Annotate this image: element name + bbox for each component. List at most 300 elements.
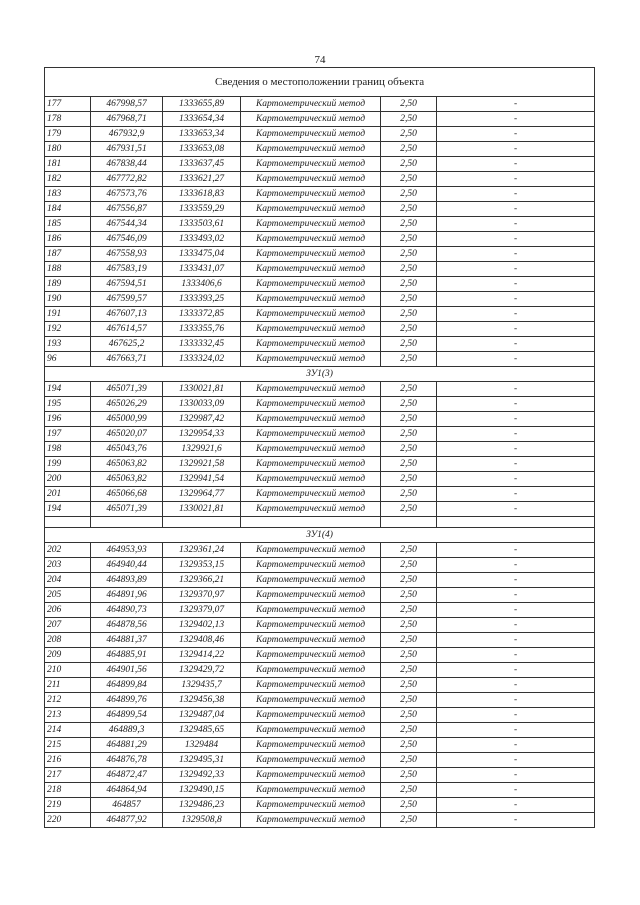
method: Картометрический метод	[241, 472, 381, 487]
coord-y: 1329485,65	[163, 723, 241, 738]
coord-y: 1329353,15	[163, 558, 241, 573]
table-row	[45, 457, 595, 472]
coord-y: 1329456,38	[163, 693, 241, 708]
accuracy: 2,50	[381, 558, 437, 573]
table-row	[45, 603, 595, 618]
coord-y: 1330021,81	[163, 502, 241, 517]
point-number: 179	[45, 127, 91, 142]
extra: -	[437, 633, 595, 648]
method: Картометрический метод	[241, 172, 381, 187]
extra: -	[437, 172, 595, 187]
accuracy: 2,50	[381, 543, 437, 558]
extra: -	[437, 573, 595, 588]
extra: -	[437, 768, 595, 783]
table-row	[45, 247, 595, 262]
method: Картометрический метод	[241, 307, 381, 322]
table-row	[45, 157, 595, 172]
table-row	[45, 798, 595, 813]
coord-y: 1330033,09	[163, 397, 241, 412]
method: Картометрический метод	[241, 202, 381, 217]
point-number: 182	[45, 172, 91, 187]
accuracy: 2,50	[381, 723, 437, 738]
table-row	[45, 442, 595, 457]
extra: -	[437, 262, 595, 277]
accuracy: 2,50	[381, 262, 437, 277]
accuracy: 2,50	[381, 142, 437, 157]
point-number: 217	[45, 768, 91, 783]
extra: -	[437, 457, 595, 472]
point-number: 212	[45, 693, 91, 708]
table-row	[45, 588, 595, 603]
table-row	[45, 382, 595, 397]
coord-y: 1329490,15	[163, 783, 241, 798]
point-number: 194	[45, 382, 91, 397]
coord-x: 467998,57	[91, 97, 163, 112]
coord-x: 464889,3	[91, 723, 163, 738]
table-row	[45, 738, 595, 753]
coord-y: 1333431,07	[163, 262, 241, 277]
boundary-table	[44, 67, 595, 828]
coord-x: 464899,84	[91, 678, 163, 693]
coord-y: 1329964,77	[163, 487, 241, 502]
coord-x: 464940,44	[91, 558, 163, 573]
coord-y: 1333559,29	[163, 202, 241, 217]
accuracy: 2,50	[381, 813, 437, 828]
accuracy: 2,50	[381, 412, 437, 427]
method: Картометрический метод	[241, 738, 381, 753]
coord-x: 465000,99	[91, 412, 163, 427]
blank-cell	[163, 517, 241, 528]
table-row	[45, 127, 595, 142]
coord-x: 467583,19	[91, 262, 163, 277]
table-row	[45, 663, 595, 678]
method: Картометрический метод	[241, 813, 381, 828]
coord-y: 1329495,31	[163, 753, 241, 768]
extra: -	[437, 738, 595, 753]
blank-row	[45, 517, 595, 528]
table-row	[45, 337, 595, 352]
table-row	[45, 693, 595, 708]
table-row	[45, 783, 595, 798]
coord-x: 464901,56	[91, 663, 163, 678]
method: Картометрический метод	[241, 427, 381, 442]
accuracy: 2,50	[381, 217, 437, 232]
method: Картометрический метод	[241, 633, 381, 648]
coord-x: 467772,82	[91, 172, 163, 187]
accuracy: 2,50	[381, 618, 437, 633]
accuracy: 2,50	[381, 502, 437, 517]
coord-x: 464885,91	[91, 648, 163, 663]
accuracy: 2,50	[381, 112, 437, 127]
point-number: 187	[45, 247, 91, 262]
table-row	[45, 292, 595, 307]
extra: -	[437, 202, 595, 217]
coord-y: 1330021,81	[163, 382, 241, 397]
extra: -	[437, 798, 595, 813]
extra: -	[437, 157, 595, 172]
coord-x: 467544,34	[91, 217, 163, 232]
coord-x: 467546,09	[91, 232, 163, 247]
coord-y: 1333653,34	[163, 127, 241, 142]
accuracy: 2,50	[381, 397, 437, 412]
method: Картометрический метод	[241, 337, 381, 352]
coord-y: 1333493,02	[163, 232, 241, 247]
method: Картометрический метод	[241, 157, 381, 172]
accuracy: 2,50	[381, 738, 437, 753]
coord-y: 1329435,7	[163, 678, 241, 693]
accuracy: 2,50	[381, 678, 437, 693]
accuracy: 2,50	[381, 442, 437, 457]
point-number: 205	[45, 588, 91, 603]
section-label: ЗУ1(4)	[45, 528, 595, 543]
table-row	[45, 633, 595, 648]
extra: -	[437, 442, 595, 457]
accuracy: 2,50	[381, 292, 437, 307]
extra: -	[437, 397, 595, 412]
extra: -	[437, 618, 595, 633]
point-number: 183	[45, 187, 91, 202]
table-row	[45, 502, 595, 517]
coord-x: 467599,57	[91, 292, 163, 307]
extra: -	[437, 708, 595, 723]
coord-y: 1333655,89	[163, 97, 241, 112]
extra: -	[437, 337, 595, 352]
coord-y: 1329402,13	[163, 618, 241, 633]
extra: -	[437, 232, 595, 247]
point-number: 207	[45, 618, 91, 633]
method: Картометрический метод	[241, 97, 381, 112]
coord-x: 464872,47	[91, 768, 163, 783]
accuracy: 2,50	[381, 172, 437, 187]
coord-y: 1329508,8	[163, 813, 241, 828]
accuracy: 2,50	[381, 352, 437, 367]
coord-x: 464899,76	[91, 693, 163, 708]
method: Картометрический метод	[241, 382, 381, 397]
table-row	[45, 472, 595, 487]
coord-x: 467838,44	[91, 157, 163, 172]
method: Картометрический метод	[241, 112, 381, 127]
extra: -	[437, 142, 595, 157]
point-number: 196	[45, 412, 91, 427]
point-number: 190	[45, 292, 91, 307]
extra: -	[437, 603, 595, 618]
method: Картометрический метод	[241, 648, 381, 663]
point-number: 219	[45, 798, 91, 813]
point-number: 202	[45, 543, 91, 558]
table-row	[45, 412, 595, 427]
extra: -	[437, 543, 595, 558]
coord-x: 467614,57	[91, 322, 163, 337]
table-row	[45, 172, 595, 187]
method: Картометрический метод	[241, 708, 381, 723]
table-row	[45, 307, 595, 322]
extra: -	[437, 427, 595, 442]
point-number: 185	[45, 217, 91, 232]
accuracy: 2,50	[381, 307, 437, 322]
table-row	[45, 262, 595, 277]
method: Картометрический метод	[241, 723, 381, 738]
point-number: 181	[45, 157, 91, 172]
table-row	[45, 352, 595, 367]
point-number: 195	[45, 397, 91, 412]
method: Картометрический метод	[241, 232, 381, 247]
method: Картометрический метод	[241, 442, 381, 457]
coord-x: 464893,89	[91, 573, 163, 588]
method: Картометрический метод	[241, 678, 381, 693]
method: Картометрический метод	[241, 783, 381, 798]
accuracy: 2,50	[381, 427, 437, 442]
coord-y: 1329361,24	[163, 543, 241, 558]
method: Картометрический метод	[241, 487, 381, 502]
table-row	[45, 487, 595, 502]
table-row	[45, 202, 595, 217]
extra: -	[437, 292, 595, 307]
accuracy: 2,50	[381, 127, 437, 142]
method: Картометрический метод	[241, 573, 381, 588]
extra: -	[437, 813, 595, 828]
table-row	[45, 142, 595, 157]
accuracy: 2,50	[381, 97, 437, 112]
coord-y: 1333618,83	[163, 187, 241, 202]
coord-x: 464890,73	[91, 603, 163, 618]
point-number: 186	[45, 232, 91, 247]
point-number: 177	[45, 97, 91, 112]
accuracy: 2,50	[381, 648, 437, 663]
coord-y: 1333355,76	[163, 322, 241, 337]
coord-x: 464953,93	[91, 543, 163, 558]
coord-x: 464878,56	[91, 618, 163, 633]
point-number: 193	[45, 337, 91, 352]
extra: -	[437, 412, 595, 427]
accuracy: 2,50	[381, 337, 437, 352]
method: Картометрический метод	[241, 247, 381, 262]
point-number: 214	[45, 723, 91, 738]
extra: -	[437, 723, 595, 738]
section-row	[45, 367, 595, 382]
point-number: 206	[45, 603, 91, 618]
method: Картометрический метод	[241, 618, 381, 633]
blank-cell	[437, 517, 595, 528]
coord-x: 467556,87	[91, 202, 163, 217]
table-row	[45, 112, 595, 127]
coord-x: 465071,39	[91, 382, 163, 397]
point-number: 220	[45, 813, 91, 828]
blank-cell	[91, 517, 163, 528]
point-number: 189	[45, 277, 91, 292]
accuracy: 2,50	[381, 157, 437, 172]
accuracy: 2,50	[381, 783, 437, 798]
extra: -	[437, 502, 595, 517]
accuracy: 2,50	[381, 247, 437, 262]
method: Картометрический метод	[241, 352, 381, 367]
method: Картометрический метод	[241, 753, 381, 768]
table-row	[45, 723, 595, 738]
table-row	[45, 232, 595, 247]
coord-x: 465071,39	[91, 502, 163, 517]
point-number: 208	[45, 633, 91, 648]
point-number: 191	[45, 307, 91, 322]
title-row	[45, 68, 595, 97]
extra: -	[437, 112, 595, 127]
accuracy: 2,50	[381, 322, 437, 337]
point-number: 184	[45, 202, 91, 217]
point-number: 180	[45, 142, 91, 157]
accuracy: 2,50	[381, 472, 437, 487]
extra: -	[437, 663, 595, 678]
accuracy: 2,50	[381, 633, 437, 648]
table-row	[45, 648, 595, 663]
accuracy: 2,50	[381, 693, 437, 708]
point-number: 201	[45, 487, 91, 502]
coord-y: 1329921,6	[163, 442, 241, 457]
coord-x: 464881,37	[91, 633, 163, 648]
coord-x: 467968,71	[91, 112, 163, 127]
coord-y: 1333332,45	[163, 337, 241, 352]
accuracy: 2,50	[381, 753, 437, 768]
coord-y: 1329408,46	[163, 633, 241, 648]
method: Картометрический метод	[241, 588, 381, 603]
coord-y: 1333503,61	[163, 217, 241, 232]
point-number: 199	[45, 457, 91, 472]
coord-y: 1329987,42	[163, 412, 241, 427]
coord-x: 465043,76	[91, 442, 163, 457]
coord-y: 1329492,33	[163, 768, 241, 783]
coord-y: 1329921,58	[163, 457, 241, 472]
coord-x: 465063,82	[91, 457, 163, 472]
method: Картометрический метод	[241, 217, 381, 232]
point-number: 198	[45, 442, 91, 457]
accuracy: 2,50	[381, 202, 437, 217]
method: Картометрический метод	[241, 397, 381, 412]
table-row	[45, 97, 595, 112]
point-number: 197	[45, 427, 91, 442]
accuracy: 2,50	[381, 457, 437, 472]
coord-x: 465020,07	[91, 427, 163, 442]
accuracy: 2,50	[381, 708, 437, 723]
coord-y: 1333393,25	[163, 292, 241, 307]
table-row	[45, 217, 595, 232]
blank-cell	[45, 517, 91, 528]
method: Картометрический метод	[241, 603, 381, 618]
coord-x: 467558,93	[91, 247, 163, 262]
page-number: 74	[314, 54, 326, 66]
coord-y: 1329954,33	[163, 427, 241, 442]
coord-x: 467931,51	[91, 142, 163, 157]
coord-y: 1333637,45	[163, 157, 241, 172]
table-row	[45, 708, 595, 723]
coord-x: 467663,71	[91, 352, 163, 367]
table-row	[45, 558, 595, 573]
extra: -	[437, 127, 595, 142]
table-row	[45, 618, 595, 633]
accuracy: 2,50	[381, 603, 437, 618]
coord-x: 467594,51	[91, 277, 163, 292]
coord-x: 464881,29	[91, 738, 163, 753]
blank-cell	[241, 517, 381, 528]
coord-y: 1333372,85	[163, 307, 241, 322]
extra: -	[437, 277, 595, 292]
coord-y: 1333475,04	[163, 247, 241, 262]
extra: -	[437, 217, 595, 232]
accuracy: 2,50	[381, 187, 437, 202]
point-number: 192	[45, 322, 91, 337]
point-number: 209	[45, 648, 91, 663]
method: Картометрический метод	[241, 693, 381, 708]
extra: -	[437, 783, 595, 798]
extra: -	[437, 487, 595, 502]
coord-y: 1333654,34	[163, 112, 241, 127]
coord-x: 464877,92	[91, 813, 163, 828]
method: Картометрический метод	[241, 543, 381, 558]
point-number: 200	[45, 472, 91, 487]
coord-y: 1329414,22	[163, 648, 241, 663]
table-row	[45, 427, 595, 442]
point-number: 203	[45, 558, 91, 573]
point-number: 213	[45, 708, 91, 723]
method: Картометрический метод	[241, 262, 381, 277]
coord-x: 467573,76	[91, 187, 163, 202]
coord-y: 1329484	[163, 738, 241, 753]
coord-x: 465066,68	[91, 487, 163, 502]
accuracy: 2,50	[381, 798, 437, 813]
extra: -	[437, 307, 595, 322]
coord-x: 467607,13	[91, 307, 163, 322]
point-number: 216	[45, 753, 91, 768]
table-row	[45, 277, 595, 292]
extra: -	[437, 247, 595, 262]
point-number: 96	[45, 352, 91, 367]
blank-cell	[381, 517, 437, 528]
table-row	[45, 753, 595, 768]
table-row	[45, 768, 595, 783]
coord-x: 467625,2	[91, 337, 163, 352]
table-row	[45, 543, 595, 558]
extra: -	[437, 693, 595, 708]
coord-y: 1329487,04	[163, 708, 241, 723]
extra: -	[437, 322, 595, 337]
accuracy: 2,50	[381, 573, 437, 588]
method: Картометрический метод	[241, 768, 381, 783]
coord-y: 1333324,02	[163, 352, 241, 367]
coord-x: 464864,94	[91, 783, 163, 798]
table-row	[45, 813, 595, 828]
point-number: 178	[45, 112, 91, 127]
accuracy: 2,50	[381, 768, 437, 783]
point-number: 218	[45, 783, 91, 798]
method: Картометрический метод	[241, 457, 381, 472]
coord-x: 464899,54	[91, 708, 163, 723]
point-number: 188	[45, 262, 91, 277]
table-row	[45, 397, 595, 412]
section-label: ЗУ1(3)	[45, 367, 595, 382]
coord-x: 464891,96	[91, 588, 163, 603]
extra: -	[437, 678, 595, 693]
method: Картометрический метод	[241, 663, 381, 678]
point-number: 210	[45, 663, 91, 678]
point-number: 211	[45, 678, 91, 693]
method: Картометрический метод	[241, 322, 381, 337]
point-number: 204	[45, 573, 91, 588]
extra: -	[437, 558, 595, 573]
extra: -	[437, 648, 595, 663]
coord-y: 1329941,54	[163, 472, 241, 487]
accuracy: 2,50	[381, 487, 437, 502]
extra: -	[437, 753, 595, 768]
coord-x: 464876,78	[91, 753, 163, 768]
coord-y: 1333406,6	[163, 277, 241, 292]
method: Картометрический метод	[241, 142, 381, 157]
coord-x: 465063,82	[91, 472, 163, 487]
